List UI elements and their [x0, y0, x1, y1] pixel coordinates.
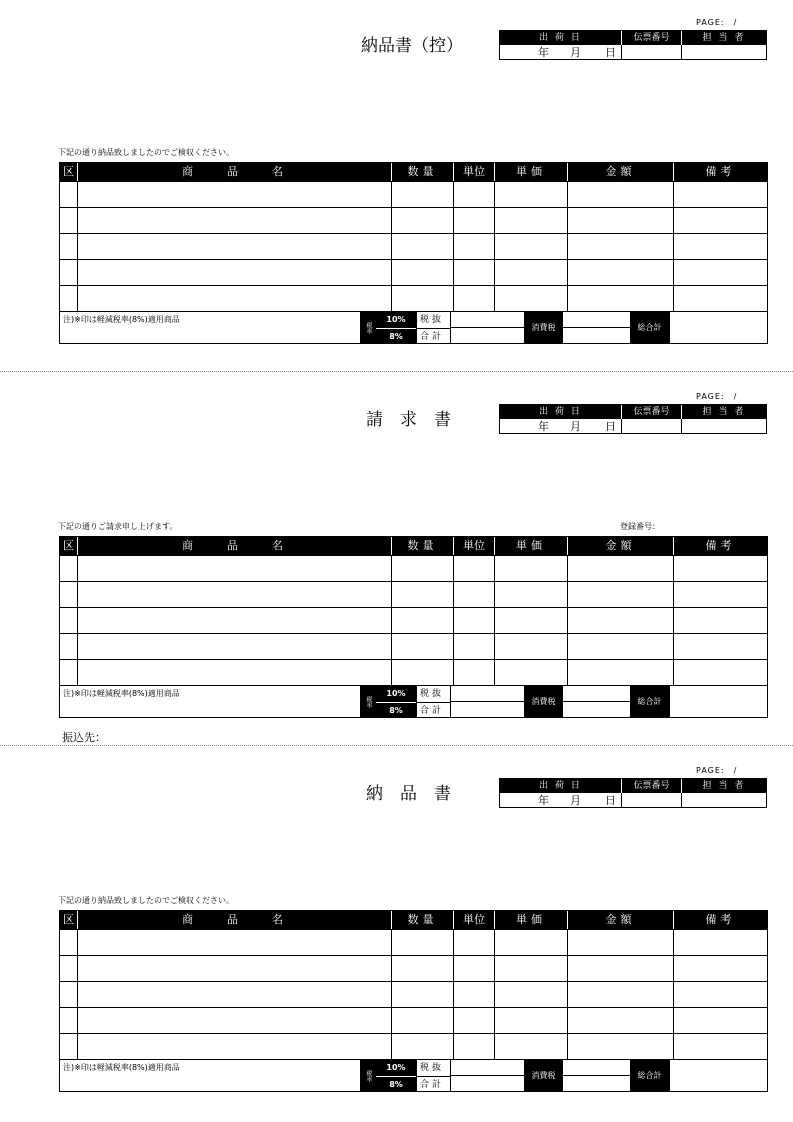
amount-fields[interactable] — [450, 1060, 524, 1091]
tax-rate-label: 税率 — [360, 686, 376, 717]
col-unit: 単位 — [453, 537, 494, 555]
grand-total-label: 総合計 — [630, 686, 669, 717]
table-row[interactable] — [60, 607, 767, 633]
tax-rates — [376, 1060, 416, 1091]
col-remarks: 備考 — [673, 163, 767, 181]
header-box — [499, 404, 767, 434]
table-row[interactable] — [60, 259, 767, 285]
tax-kinds — [416, 312, 450, 343]
table-row[interactable] — [60, 285, 767, 311]
consumption-tax-fields[interactable] — [563, 312, 630, 343]
table-row[interactable] — [60, 955, 767, 981]
delivery-note — [0, 748, 793, 1122]
slip-no-field[interactable] — [621, 793, 681, 808]
consumption-tax-label: 消費税 — [524, 312, 563, 343]
col-price: 単価 — [494, 911, 567, 929]
consumption-tax-label: 消費税 — [524, 686, 563, 717]
table-row[interactable] — [60, 981, 767, 1007]
table-footer — [60, 685, 767, 717]
header-box — [499, 30, 767, 60]
table-row[interactable] — [60, 181, 767, 207]
col-qty: 数量 — [391, 537, 453, 555]
grand-total-label: 総合計 — [630, 312, 669, 343]
person-label: 担 当 者 — [681, 405, 766, 419]
tax-rates — [376, 686, 416, 717]
header-box — [499, 778, 767, 808]
items-table — [59, 536, 768, 718]
tax-excl-label: 税抜 — [420, 1063, 445, 1073]
year-label: 年 — [538, 420, 549, 433]
items-table — [59, 910, 768, 1092]
col-price: 単価 — [494, 163, 567, 181]
page-label: PAGE: / — [696, 766, 738, 775]
table-row[interactable] — [60, 233, 767, 259]
consumption-tax-fields[interactable] — [563, 686, 630, 717]
col-product: 商 品 名 — [77, 163, 391, 181]
table-row[interactable] — [60, 929, 767, 955]
table-footer — [60, 311, 767, 343]
table-row[interactable] — [60, 633, 767, 659]
rate-8: 8% — [376, 702, 416, 718]
rate-10: 10% — [376, 312, 416, 328]
col-qty: 数量 — [391, 911, 453, 929]
page-label: PAGE: / — [696, 392, 738, 401]
table-header — [60, 163, 767, 181]
doc-title: 請 求 書 — [366, 410, 451, 430]
col-amount: 金額 — [567, 163, 673, 181]
ship-date-field[interactable] — [500, 419, 621, 434]
person-field[interactable] — [681, 793, 766, 808]
month-label: 月 — [570, 46, 581, 59]
col-category: 区 — [63, 913, 74, 926]
col-price: 単価 — [494, 537, 567, 555]
table-row[interactable] — [60, 581, 767, 607]
day-label: 日 — [605, 794, 616, 807]
table-footer — [60, 1059, 767, 1091]
slip-no-label: 伝票番号 — [621, 31, 681, 45]
slip-no-field[interactable] — [621, 419, 681, 434]
slip-no-label: 伝票番号 — [621, 779, 681, 793]
grand-total-field[interactable] — [669, 686, 767, 717]
month-label: 月 — [570, 420, 581, 433]
year-label: 年 — [538, 46, 549, 59]
col-remarks: 備考 — [673, 537, 767, 555]
transfer-to-label: 振込先： — [62, 731, 106, 744]
tax-kinds — [416, 1060, 450, 1091]
table-header — [60, 911, 767, 929]
cut-line — [0, 745, 793, 746]
amount-fields[interactable] — [450, 686, 524, 717]
instruction-note: 下記の通り納品致しましたのでご検収ください。 — [58, 148, 234, 157]
person-field[interactable] — [681, 419, 766, 434]
month-label: 月 — [570, 794, 581, 807]
registration-number-label: 登録番号： — [620, 522, 660, 531]
doc-title: 納品書（控） — [361, 36, 463, 56]
subtotal-label: 合計 — [417, 1076, 450, 1092]
items-table — [59, 162, 768, 344]
person-label: 担 当 者 — [681, 779, 766, 793]
reduced-rate-note: 注)※印は軽減税率(8%)適用商品 — [63, 1063, 180, 1072]
amount-fields[interactable] — [450, 312, 524, 343]
ship-date-field[interactable] — [500, 45, 621, 60]
table-row[interactable] — [60, 555, 767, 581]
ship-date-label: 出 荷 日 — [500, 31, 621, 45]
instruction-note: 下記の通り納品致しましたのでご検収ください。 — [58, 896, 234, 905]
subtotal-label: 合計 — [417, 328, 450, 344]
tax-rate-label: 税率 — [360, 1060, 376, 1091]
year-label: 年 — [538, 794, 549, 807]
tax-rate-label: 税率 — [360, 312, 376, 343]
col-category: 区 — [63, 165, 74, 178]
ship-date-label: 出 荷 日 — [500, 405, 621, 419]
col-amount: 金額 — [567, 911, 673, 929]
table-row[interactable] — [60, 1033, 767, 1059]
delivery-note-copy — [0, 0, 793, 374]
rate-10: 10% — [376, 1060, 416, 1076]
ship-date-label: 出 荷 日 — [500, 779, 621, 793]
table-row[interactable] — [60, 659, 767, 685]
invoice — [0, 374, 793, 748]
slip-no-field[interactable] — [621, 45, 681, 60]
grand-total-field[interactable] — [669, 312, 767, 343]
slip-no-label: 伝票番号 — [621, 405, 681, 419]
table-header — [60, 537, 767, 555]
table-row[interactable] — [60, 1007, 767, 1033]
col-remarks: 備考 — [673, 911, 767, 929]
col-category: 区 — [63, 539, 74, 552]
col-unit: 単位 — [453, 163, 494, 181]
col-product: 商 品 名 — [77, 537, 391, 555]
col-unit: 単位 — [453, 911, 494, 929]
instruction-note: 下記の通りご請求申し上げます。 — [58, 522, 178, 531]
rate-10: 10% — [376, 686, 416, 702]
rate-8: 8% — [376, 328, 416, 344]
page-label: PAGE: / — [696, 18, 738, 27]
person-label: 担 当 者 — [681, 31, 766, 45]
reduced-rate-note: 注)※印は軽減税率(8%)適用商品 — [63, 689, 180, 698]
table-row[interactable] — [60, 207, 767, 233]
tax-rates — [376, 312, 416, 343]
tax-excl-label: 税抜 — [420, 315, 445, 325]
day-label: 日 — [605, 46, 616, 59]
grand-total-label: 総合計 — [630, 1060, 669, 1091]
consumption-tax-label: 消費税 — [524, 1060, 563, 1091]
person-field[interactable] — [681, 45, 766, 60]
day-label: 日 — [605, 420, 616, 433]
rate-8: 8% — [376, 1076, 416, 1092]
ship-date-field[interactable] — [500, 793, 621, 808]
doc-title: 納 品 書 — [366, 784, 451, 804]
col-amount: 金額 — [567, 537, 673, 555]
col-qty: 数量 — [391, 163, 453, 181]
consumption-tax-fields[interactable] — [563, 1060, 630, 1091]
subtotal-label: 合計 — [417, 702, 450, 718]
col-product: 商 品 名 — [77, 911, 391, 929]
tax-kinds — [416, 686, 450, 717]
tax-excl-label: 税抜 — [420, 689, 445, 699]
reduced-rate-note: 注)※印は軽減税率(8%)適用商品 — [63, 315, 180, 324]
cut-line — [0, 371, 793, 372]
grand-total-field[interactable] — [669, 1060, 767, 1091]
